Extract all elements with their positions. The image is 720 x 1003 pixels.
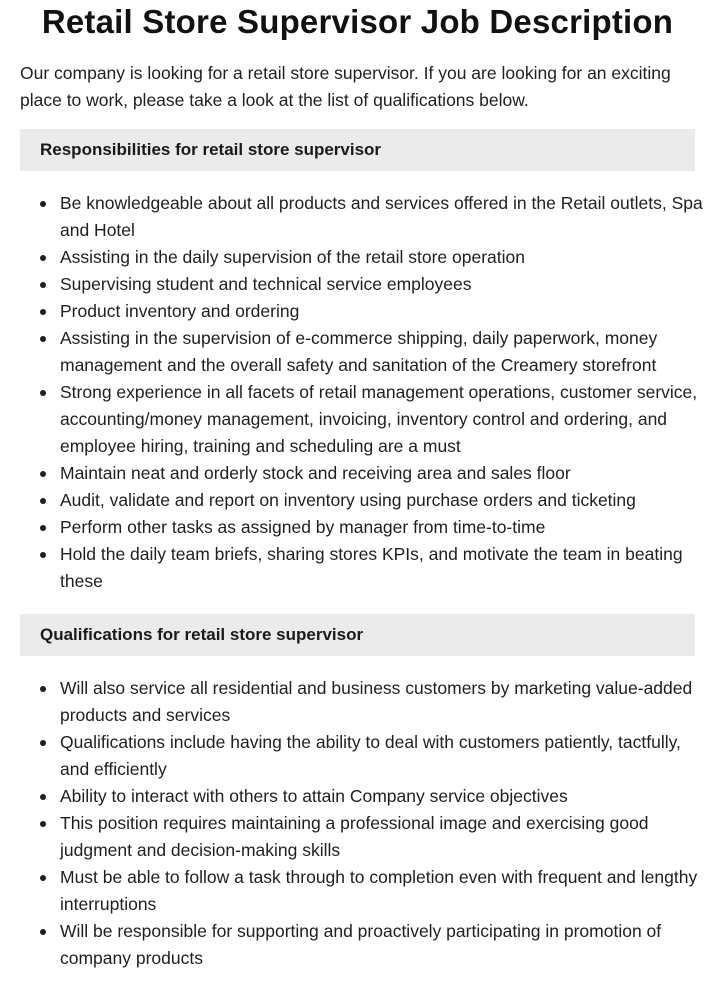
- list-item-text: Maintain neat and orderly stock and receiving area and sales floor: [60, 463, 571, 483]
- list-item: [20, 783, 710, 810]
- bullet-icon: [40, 471, 46, 477]
- list-item-text: Will also service all residential and business customers by marketing value-added products and services: [60, 678, 693, 725]
- list-item-text: Strong experience in all facets of retail management operations, customer service, accounting/money management, invoicing, inventory control and ordering, and employee hiring, training and scheduling are a must: [60, 382, 698, 456]
- bullet-icon: [40, 498, 46, 504]
- list-item-text: Qualifications include having the ability to deal with customers patiently, tactfully, and efficiently: [60, 732, 681, 779]
- bullet-icon: [40, 821, 46, 827]
- bullet-icon: [40, 794, 46, 800]
- responsibilities-list: [20, 190, 710, 595]
- bullet-icon: [40, 552, 46, 558]
- bullet-icon: [40, 309, 46, 315]
- page-title: Retail Store Supervisor Job Description: [41, 3, 674, 40]
- list-item: [20, 541, 710, 595]
- bullet-icon: [40, 740, 46, 746]
- responsibilities-header: Responsibilities for retail store supervisor: [20, 129, 695, 171]
- list-item: [20, 271, 710, 298]
- list-item-text: Perform other tasks as assigned by manager from time-to-time: [60, 517, 546, 537]
- bullet-icon: [40, 929, 46, 935]
- list-item-text: Must be able to follow a task through to completion even with frequent and lengthy interruptions: [60, 867, 698, 914]
- list-item: [20, 190, 710, 244]
- bullet-icon: [40, 686, 46, 692]
- bullet-icon: [40, 875, 46, 881]
- bullet-icon: [40, 201, 46, 207]
- intro-paragraph: Our company is looking for a retail store supervisor. If you are looking for an exciting place to work, please take a look at the list of qualifications below.: [20, 63, 671, 110]
- bullet-icon: [40, 282, 46, 288]
- list-item: [20, 379, 710, 460]
- list-item: [20, 460, 710, 487]
- list-item-text: Ability to interact with others to attain Company service objectives: [60, 786, 568, 806]
- list-item: [20, 325, 710, 379]
- list-item: [20, 298, 710, 325]
- list-item: [20, 864, 710, 918]
- list-item-text: Will be responsible for supporting and proactively participating in promotion of company products: [60, 921, 662, 968]
- list-item-text: Assisting in the supervision of e-commerce shipping, daily paperwork, money management and the overall safety and sanitation of the Creamery storefront: [60, 328, 658, 375]
- list-item: [20, 675, 710, 729]
- bullet-icon: [40, 255, 46, 261]
- list-item-text: Assisting in the daily supervision of the retail store operation: [60, 247, 525, 267]
- list-item-text: Product inventory and ordering: [60, 301, 300, 321]
- list-item: [20, 729, 710, 783]
- list-item-text: Hold the daily team briefs, sharing stores KPIs, and motivate the team in beating these: [60, 544, 683, 591]
- bullet-icon: [40, 390, 46, 396]
- list-item: [20, 918, 710, 972]
- list-item-text: Supervising student and technical service employees: [60, 274, 472, 294]
- list-item-text: This position requires maintaining a professional image and exercising good judgment and decision-making skills: [60, 813, 649, 860]
- list-item: [20, 244, 710, 271]
- list-item: [20, 810, 710, 864]
- list-item: [20, 487, 710, 514]
- list-item-text: Audit, validate and report on inventory using purchase orders and ticketing: [60, 490, 636, 510]
- qualifications-list: [20, 675, 710, 972]
- bullet-icon: [40, 525, 46, 531]
- list-item: [20, 514, 710, 541]
- list-item-text: Be knowledgeable about all products and services offered in the Retail outlets, Spa and Hotel: [60, 193, 703, 240]
- qualifications-header: Qualifications for retail store supervisor: [20, 614, 695, 656]
- bullet-icon: [40, 336, 46, 342]
